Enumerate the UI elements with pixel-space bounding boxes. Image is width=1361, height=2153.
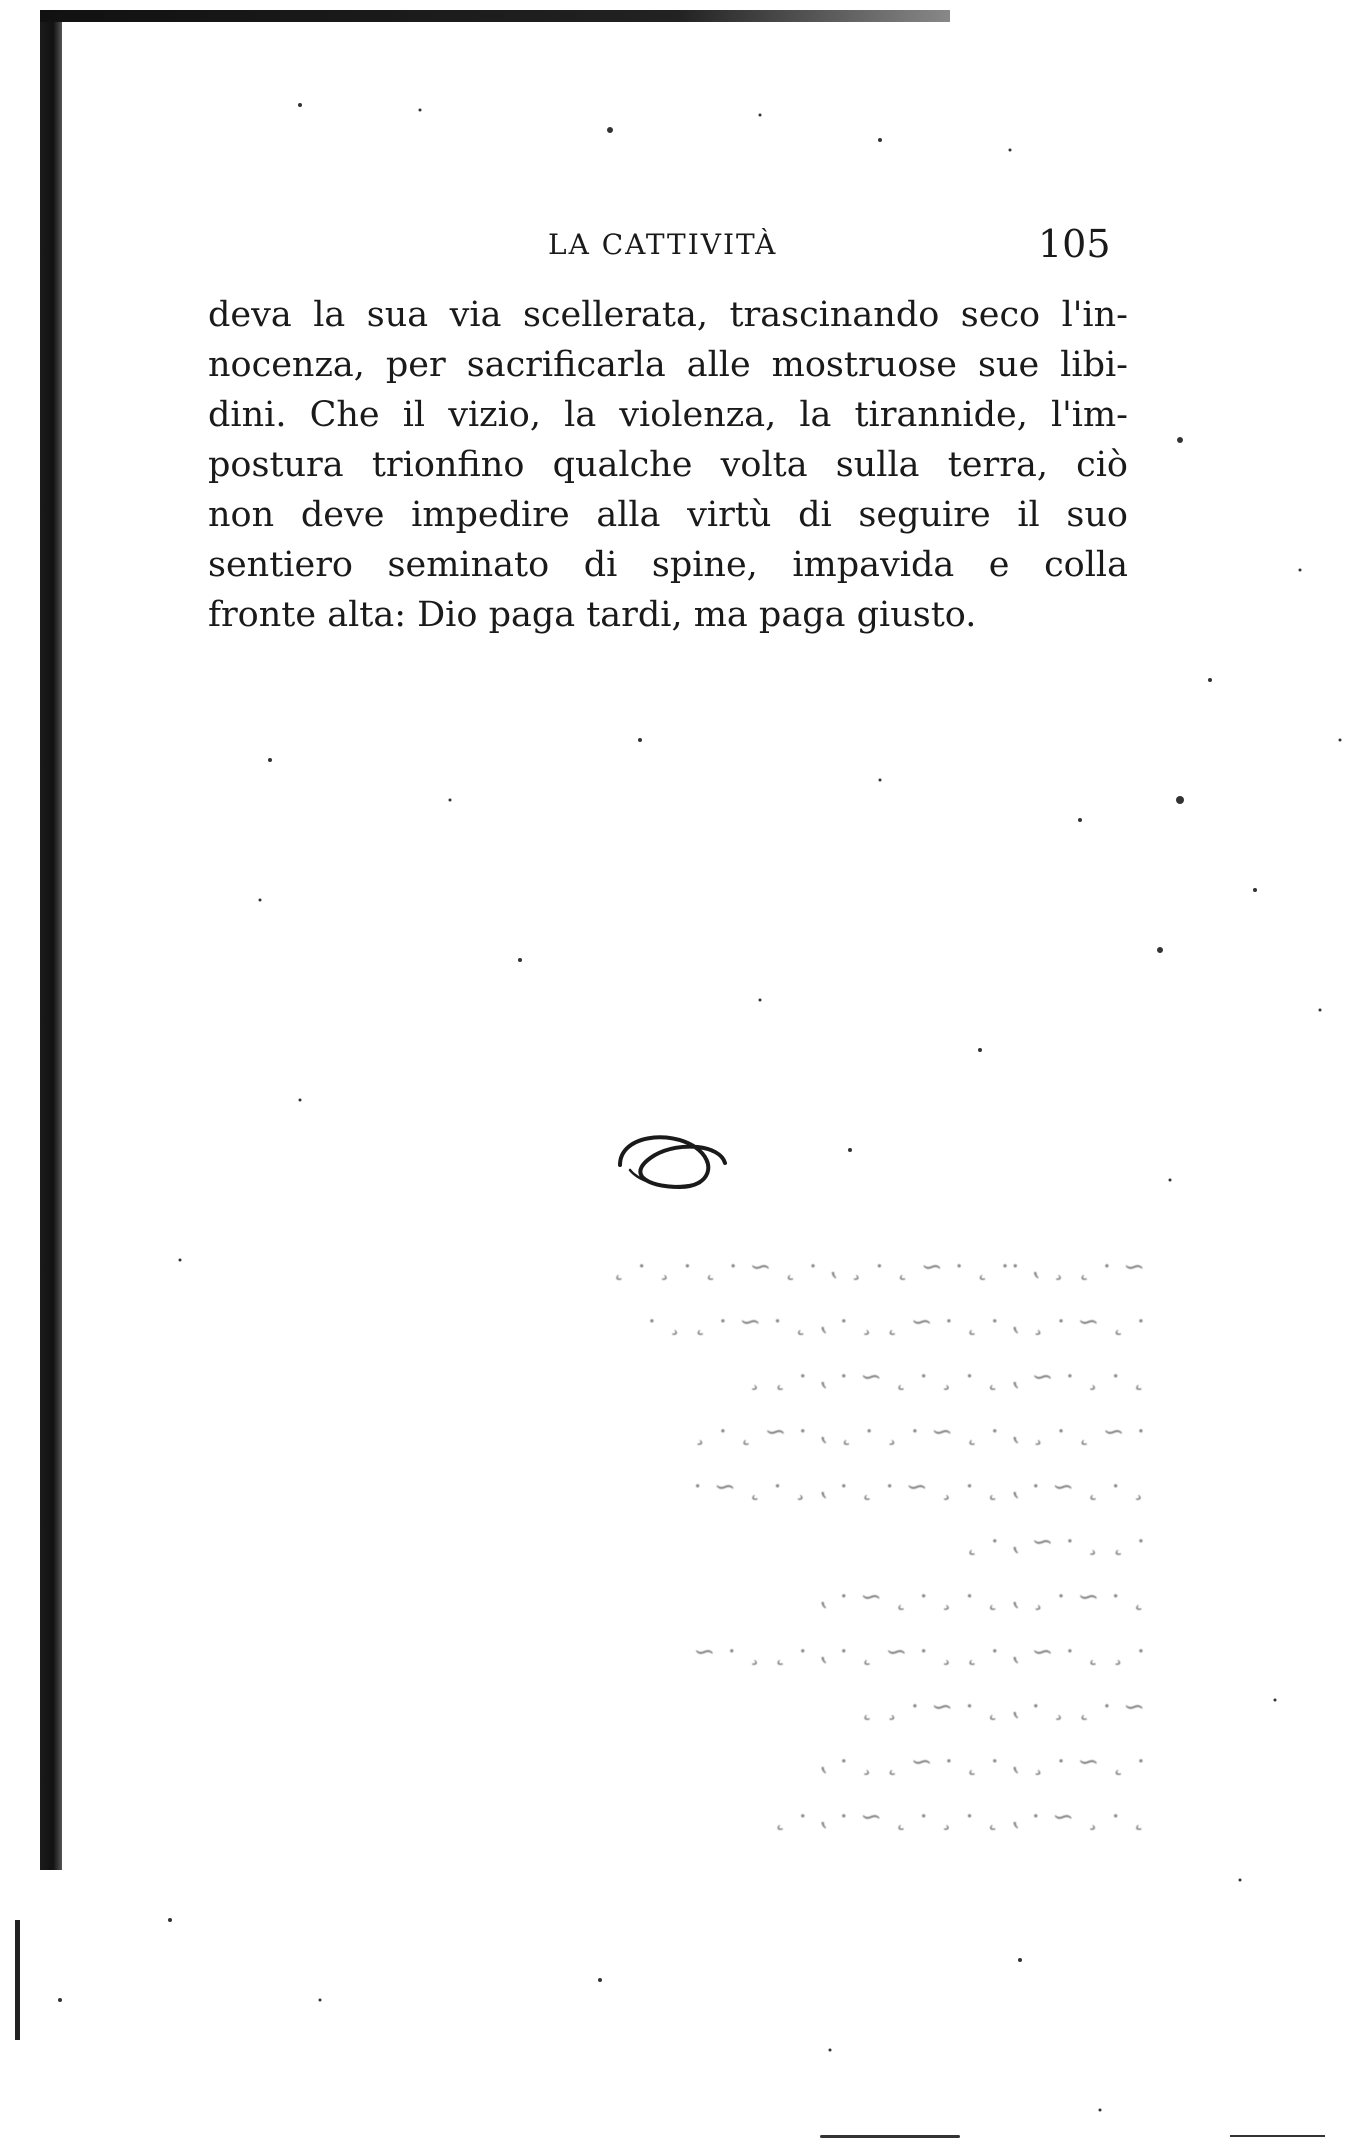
text-line: sentiero seminato di spine, impavida e colla	[208, 545, 1128, 585]
binding-edge-lower	[15, 1920, 20, 2040]
body-text	[208, 290, 1128, 640]
bottom-rule-right	[1230, 2135, 1325, 2137]
binding-edge-left	[40, 10, 62, 1870]
text-line: fronte alta: Dio paga tardi, ma paga giusto.	[208, 595, 977, 635]
bleed-through-area: ~ · ¸ ˛ ‚ ·· ¸ · ~ ¸ · ˛ ‚ · ¸ ~ · ¸ · ˛ · ¸ · ¸ ~ · ˛ ‚ · ¸ · ~ ¸ ˛ · ‚ ¸ · ~ · ¸ ˛ · ¸ · ˛ · ~ ‚ ¸ · ˛ · ¸ ~ · ‚ · ¸ ˛ · ~ ¸ · ˛ ‚ · ¸ ~ · ˛ · ¸ ‚ · ~ ¸ · ˛ ˛ · ¸ ~ · ‚ ¸ · ˛ ~ · ¸ · ‚ ˛ · ¸ ~ · · ¸ ˛ · ~ ‚ · ¸ ¸ · ~ · ˛ ‚ ¸ · ˛ · ¸ ~ · ‚ · ˛ ¸ · ~ ‚ · ¸ ˛ · ~ ¸ · ‚ · ¸ ˛ · ~ ~ · ¸ ˛ · ‚ ¸ · ~ · ˛ ¸ · ¸ ~ · ˛ ‚ · ¸ · ~ ¸ ˛ · ‚ ¸ · ˛ ~ · ‚ ¸ · ˛ · ¸ ~ · ‚ · ¸	[610, 1252, 1145, 1832]
running-title: LA CATTIVITÀ	[548, 228, 778, 261]
text-line: postura trionfino qualche volta sulla terra, ciò	[208, 445, 1128, 485]
text-line: nocenza, per sacrificarla alle mostruose sue libi-	[208, 345, 1128, 385]
text-line: dini. Che il vizio, la violenza, la tirannide, l'im-	[208, 395, 1128, 435]
text-line: non deve impedire alla virtù di seguire il suo	[208, 495, 1128, 535]
page-number: 105	[1038, 222, 1111, 266]
binding-edge-top	[40, 10, 950, 22]
bottom-rule	[820, 2135, 960, 2138]
running-head	[208, 222, 1128, 268]
text-line: deva la sua via scellerata, trascinando seco l'in-	[208, 295, 1128, 335]
end-of-chapter-ornament-icon	[600, 1125, 740, 1195]
